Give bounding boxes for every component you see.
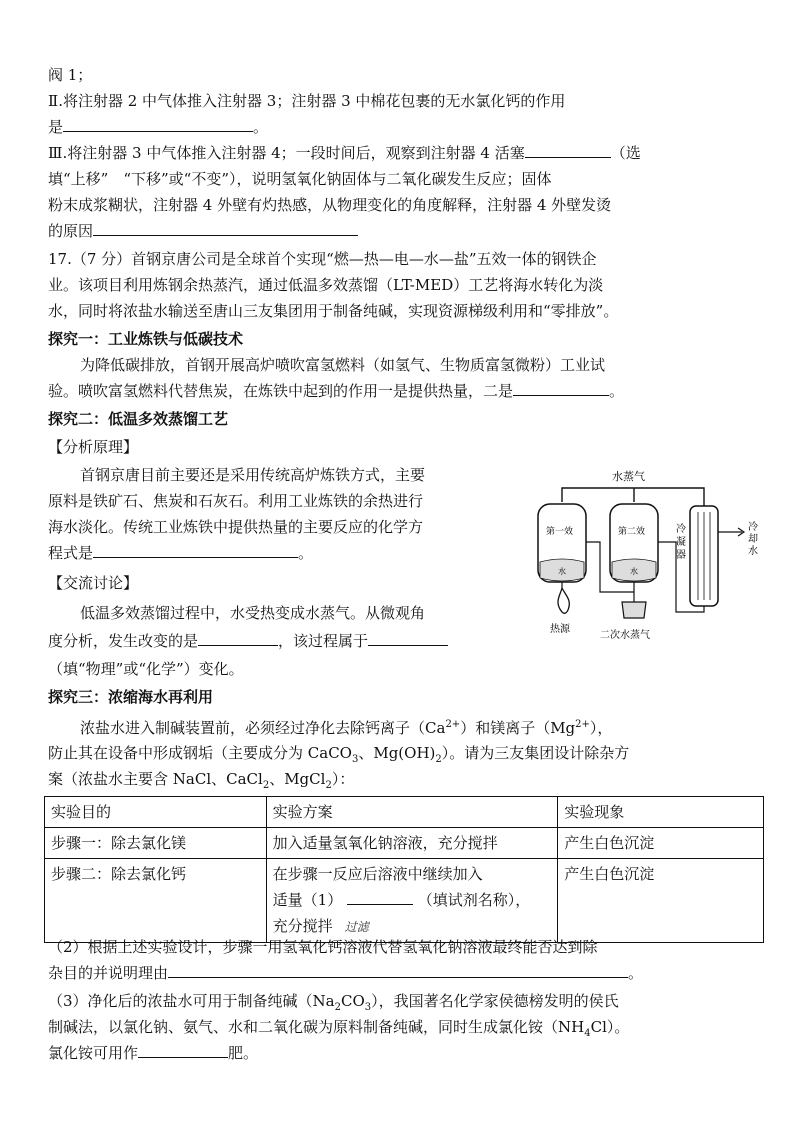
subsection-label: 【交流讨论】 xyxy=(48,574,139,592)
distillation-diagram xyxy=(516,462,776,652)
second-effect-vessel xyxy=(610,504,658,582)
answer-blank[interactable] xyxy=(93,541,298,558)
question-3: （3）净化后的浓盐水可用于制备纯碱$(Na_2CO_3)$，我国著名化学家侯德榜发明的侯氏 xyxy=(48,992,619,1013)
answer-blank[interactable] xyxy=(93,219,358,236)
table-cell: 产生白色沉淀 xyxy=(558,828,764,859)
first-effect-vessel xyxy=(538,504,586,582)
text-line: 水，同时将浓盐水输送至唐山三友集团用于制备纯碱，实现资源梯级利用和“零排放”。 xyxy=(48,302,619,320)
collection-cup xyxy=(622,602,646,618)
effect-2-label: 第二效 xyxy=(618,527,646,537)
table-cell-line: 在步骤一反应后溶液中继续加入 xyxy=(272,865,483,883)
answer-blank[interactable] xyxy=(198,629,278,646)
section-heading: 探究二：低温多效蒸馏工艺 xyxy=(48,410,229,428)
answer-blank[interactable] xyxy=(168,961,628,978)
answer-blank[interactable] xyxy=(368,629,448,646)
text-line: 首钢京唐目前主要还是采用传统高炉炼铁方式，主要 xyxy=(80,466,426,484)
flame-icon xyxy=(558,588,569,613)
text-line: （填“物理”或“化学”）变化。 xyxy=(48,660,244,678)
steam-label: 水蒸气 xyxy=(612,470,645,483)
water-label: 水 xyxy=(558,567,566,576)
experiment-table xyxy=(44,796,764,943)
text-line: 是 。 xyxy=(48,114,765,140)
text-line: 杂目的并说明理由 。 xyxy=(48,960,765,986)
cooling-water-char: 水 xyxy=(748,546,758,557)
text-line: 低温多效蒸馏过程中，水受热变成水蒸气。从微观角 xyxy=(80,604,426,622)
text-line: Ⅲ.将注射器 3 中气体推入注射器 4；一段时间后，观察到注射器 4 活塞 （选 xyxy=(48,140,765,166)
condenser xyxy=(676,506,718,606)
text-line: 防止其在设备中形成钢垢（主要成分为 CaCO$_3$、$Mg(OH)_2$）。请为三友集团设计除杂方 xyxy=(48,744,630,765)
table-header: 实验目的 xyxy=(45,797,267,828)
text-line: 制碱法，以氯化钠、氨气、水和二氧化碳为原料制备纯碱，同时生成氯化铵$(NH_4Cl)$。 xyxy=(48,1018,630,1039)
handwritten-note: 过滤 xyxy=(344,920,369,934)
table-cell: 步骤二：除去氯化钙 xyxy=(45,859,267,943)
condenser-char: 器 xyxy=(676,550,686,561)
answer-blank[interactable] xyxy=(525,141,611,158)
cooling-water-label xyxy=(748,520,761,557)
secondary-steam-label: 二次水蒸气 xyxy=(600,630,650,641)
table-row xyxy=(45,859,764,943)
condenser-char: 凝 xyxy=(676,537,686,548)
text-line: 浓盐水进入制碱装置前，必须经过净化去除钙离子$(Ca^{2+})$和镁离子$(Mg^{2+})$， xyxy=(80,719,613,737)
table-cell: 加入适量氢氧化钠溶液，充分搅拌 xyxy=(266,828,558,859)
heat-source-label: 热源 xyxy=(550,624,570,635)
answer-blank[interactable] xyxy=(138,1041,228,1058)
text-line: 原料是铁矿石、焦炭和石灰石。利用工业炼铁的余热进行 xyxy=(48,492,424,510)
question-17-intro: 17.（7 分）首钢京唐公司是全球首个实现“燃—热—电—水—盐”五效一体的钢铁企 xyxy=(48,250,597,268)
subsection-label: 【分析原理】 xyxy=(48,438,139,456)
text-line: 程式是 。 xyxy=(48,540,765,566)
text-line: 度分析，发生改变的是 ，该过程属于 xyxy=(48,628,765,654)
question-2: （2）根据上述实验设计，步骤一用氢氧化钙溶液代替氢氧化钠溶液最终能否达到除 xyxy=(48,938,598,956)
text-line: 填“上移” “下移”或“不变”），说明氢氧化钠固体与二氧化碳发生反应；固体 xyxy=(48,170,552,188)
table-cell xyxy=(266,859,558,943)
text-line: 阀 1； xyxy=(48,66,93,84)
table-header: 实验现象 xyxy=(558,797,764,828)
text-line: Ⅱ.将注射器 2 中气体推入注射器 3；注射器 3 中棉花包裹的无水氯化钙的作用 xyxy=(48,92,566,110)
table-cell: 产生白色沉淀 xyxy=(558,859,764,943)
table-cell-line: 充分搅拌 过滤 xyxy=(272,917,369,935)
text-line: 验。喷吹富氢燃料代替焦炭，在炼铁中起到的作用一是提供热量，二是 。 xyxy=(48,378,765,404)
answer-blank[interactable] xyxy=(513,379,609,396)
cooling-water-char: 冷 xyxy=(748,522,758,533)
text-line: 海水淡化。传统工业炼铁中提供热量的主要反应的化学方 xyxy=(48,518,424,536)
table-cell: 步骤一：除去氯化镁 xyxy=(45,828,267,859)
effect-1-label: 第一效 xyxy=(546,527,574,537)
text-line: 的原因 xyxy=(48,218,765,244)
text-line: 为降低碳排放，首钢开展高炉喷吹富氢燃料（如氢气、生物质富氢微粉）工业试 xyxy=(80,356,606,374)
condenser-label xyxy=(676,522,689,561)
table-cell-line: 适量（1） （填试剂名称）， xyxy=(273,887,552,913)
water-label: 水 xyxy=(630,567,638,576)
condenser-char: 冷 xyxy=(676,524,686,535)
text-line: 氯化铵可用作 肥。 xyxy=(48,1040,765,1066)
answer-blank[interactable] xyxy=(63,115,253,132)
table-header-row xyxy=(45,797,764,828)
answer-blank[interactable] xyxy=(347,888,413,905)
table-row xyxy=(45,828,764,859)
cooling-water-char: 却 xyxy=(748,534,758,545)
text-line: 业。该项目利用炼钢余热蒸汽，通过低温多效蒸馏（LT-MED）工艺将海水转化为淡 xyxy=(48,276,604,294)
text-line: 粉末成浆糊状，注射器 4 外壁有灼热感，从物理变化的角度解释，注射器 4 外壁发烫 xyxy=(48,196,612,214)
section-heading: 探究三：浓缩海水再利用 xyxy=(48,688,214,706)
table-header: 实验方案 xyxy=(266,797,558,828)
text-line: 案（浓盐水主要含 NaCl、CaCl$_2$、MgCl$_2$）： xyxy=(48,770,355,791)
section-heading: 探究一：工业炼铁与低碳技术 xyxy=(48,330,244,348)
